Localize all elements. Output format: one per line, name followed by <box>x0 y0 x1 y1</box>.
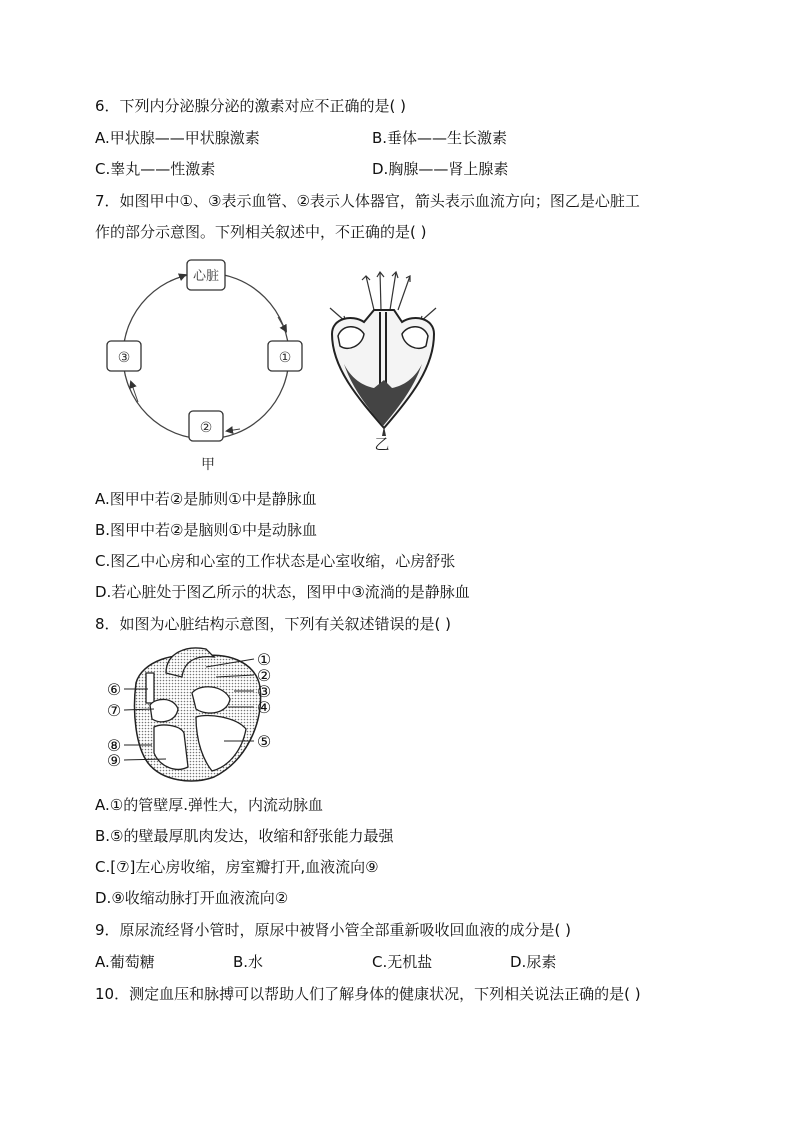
q7-stem-line2: 作的部分示意图。下列相关叙述中，不正确的是( ) <box>95 223 427 241</box>
q6-stem: 6．下列内分泌腺分泌的激素对应不正确的是( ) <box>95 97 407 115</box>
q9-stem: 9．原尿流经肾小管时，原尿中被肾小管全部重新吸收回血液的成分是( ) <box>95 921 572 939</box>
figure-yi <box>318 268 448 453</box>
label-4: ④ <box>256 698 272 717</box>
q7-option-a: A.图甲中若②是肺则①中是静脉血 <box>95 490 317 508</box>
q7-option-d: D.若心脏处于图乙所示的状态，图甲中③流淌的是静脉血 <box>95 583 470 601</box>
node-3 <box>107 341 141 371</box>
label-6: ⑥ <box>106 680 122 699</box>
label-1: ① <box>256 650 272 669</box>
q7-option-b: B.图甲中若②是脑则①中是动脉血 <box>95 521 317 539</box>
arrow-to-2 <box>227 429 240 431</box>
q9-option-d: D.尿素 <box>510 953 557 971</box>
q9-option-a: A.葡萄糖 <box>95 953 155 971</box>
arrow-to-heart <box>170 275 185 281</box>
figure-jia <box>100 255 310 480</box>
label-2: ② <box>256 666 272 685</box>
q7-stem-line1: 7．如图甲中①、③表示血管、②表示人体器官，箭头表示血流方向；图乙是心脏工 <box>95 192 640 210</box>
arrow-to-1 <box>278 317 286 331</box>
figure-jia-caption: 甲 <box>201 457 215 473</box>
node-heart <box>187 260 225 290</box>
q6-option-b: B.垂体——生长激素 <box>372 129 508 147</box>
figure-yi-caption: 乙 <box>374 435 390 453</box>
node-1 <box>268 341 302 371</box>
node-2-label: ② <box>199 420 213 436</box>
q8-option-a: A.①的管壁厚.弹性大，内流动脉血 <box>95 796 323 814</box>
node-1-label: ① <box>278 350 292 366</box>
q8-option-d: D.⑨收缩动脉打开血液流向② <box>95 889 289 907</box>
q6-option-c: C.睾丸——性激素 <box>95 160 216 178</box>
figure-heart-structure <box>96 643 288 788</box>
label-5: ⑤ <box>256 732 272 751</box>
label-7: ⑦ <box>106 701 122 720</box>
q8-stem: 8．如图为心脏结构示意图，下列有关叙述错误的是( ) <box>95 615 452 633</box>
q7-option-c: C.图乙中心房和心室的工作状态是心室收缩，心房舒张 <box>95 552 456 570</box>
label-9: ⑨ <box>106 751 122 770</box>
heart-label: 心脏 <box>192 269 220 284</box>
label-3: ③ <box>256 682 272 701</box>
q10-stem: 10．测定血压和脉搏可以帮助人们了解身体的健康状况，下列相关说法正确的是( ) <box>95 985 641 1003</box>
q6-option-d: D.胸腺——肾上腺素 <box>372 160 509 178</box>
q8-option-b: B.⑤的壁最厚肌肉发达，收缩和舒张能力最强 <box>95 827 394 845</box>
q9-option-c: C.无机盐 <box>372 953 433 971</box>
q8-option-c: C.[⑦]左心房收缩，房室瓣打开,血液流向⑨ <box>95 858 379 876</box>
node-2 <box>189 411 223 441</box>
q9-option-b: B.水 <box>233 953 264 971</box>
node-3-label: ③ <box>117 350 131 366</box>
label-8: ⑧ <box>106 736 122 755</box>
q6-option-a: A.甲状腺——甲状腺激素 <box>95 129 260 147</box>
